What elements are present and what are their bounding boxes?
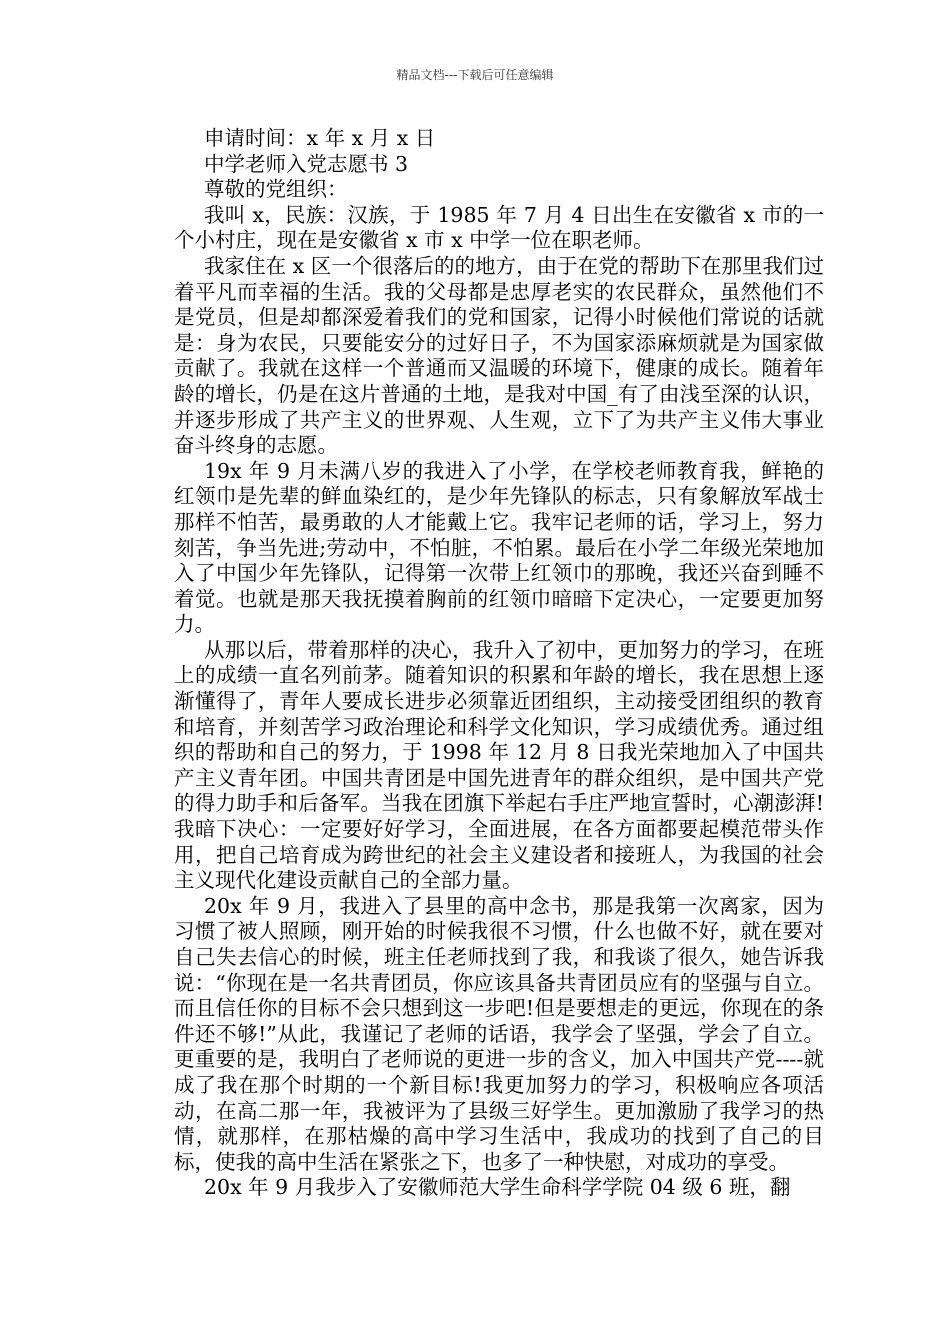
salutation: 尊敬的党组织： xyxy=(204,177,348,202)
paragraph: 20x 年 9 月，我进入了县里的高中念书，那是我第一次离家，因为习惯了被人照顾，刚开始的时候我很不习惯，什么也做不好，就在要对自己失去信心的时候，班主任老师找到了我，和我谈了很久，她告诉我说：“你现在是一名共青团员，你应该具备共青团员应有的坚强与自立。而且信任你的目标不会只想到这一步吧!但是要想走的更远，你现在的条件还不够!”从此，我谨记了老师的话语，我学会了坚强，学会了自立。更重要的是，我明白了老师说的更进一步的含义，加入中国共产党----就成了我在那个时期的一个新目标!我更加努力的学习，积极响应各项活动，在高二那一年，我被评为了县级三好学生。更加激励了我学习的热情，就那样，在那枯燥的高中学习生活中，我成功的找到了自己的目标，使我的高中生活在紧张之下，也多了一种快慰，对成功的享受。 xyxy=(174,893,824,1174)
document-body xyxy=(174,126,824,1201)
document-title: 中学老师入党志愿书 3 xyxy=(204,151,409,176)
paragraph: 20x 年 9 月我步入了安徽师范大学生命科学学院 04 级 6 班，翻 xyxy=(204,1175,791,1200)
paragraph: 从那以后，带着那样的决心，我升入了初中，更加努力的学习，在班上的成绩一直名列前茅。随着知识的积累和年龄的增长，我在思想上逐渐懂得了，青年人要成长进步必须靠近团组织，主动接受团组织的教育和培育，并刻苦学习政治理论和科学文化知识，学习成绩优秀。通过组织的帮助和自己的努力，于 1998 年 12 月 8 日我光荣地加入了中国共产主义青年团。中国共青团是中国先进青年的群众组织，是中国共产党的得力助手和后备军。当我在团旗下举起右手庄严地宣誓时，心潮澎湃!我暗下决心：一定要好好学习，全面进展，在各方面都要起模范带头作用，把自己培育成为跨世纪的社会主义建设者和接班人，为我国的社会主义现代化建设贡献自己的全部力量。 xyxy=(174,637,824,893)
paragraph: 我家住在 x 区一个很落后的的地方，由于在党的帮助下在那里我们过着平凡而幸福的生活。我的父母都是忠厚老实的农民群众，虽然他们不是党员，但是却都深爱着我们的党和国家，记得小时候他们常说的话就是：身为农民，只要能安分的过好日子，不为国家添麻烦就是为国家做贡献了。我就在这样一个普通而又温暖的环境下，健康的成长。随着年龄的增长，仍是在这片普通的土地，是我对中国_有了由浅至深的认识，并逐步形成了共产主义的世界观、人生观，立下了为共产主义伟大事业奋斗终身的志愿。 xyxy=(174,253,824,458)
date-line: 申请时间：x 年 x 月 x 日 xyxy=(204,126,436,150)
paragraph: 我叫 x，民族：汉族，于 1985 年 7 月 4 日出生在安徽省 x 市的一个小村庄，现在是安徽省 x 市 x 中学一位在职老师。 xyxy=(174,202,824,253)
paragraph: 19x 年 9 月未满八岁的我进入了小学，在学校老师教育我，鲜艳的红领巾是先辈的鲜血染红的，是少年先锋队的标志，只有象解放军战士那样不怕苦，最勇敢的人才能戴上它。我牢记老师的话，学习上，努力刻苦，争当先进;劳动中，不怕脏，不怕累。最后在小学二年级光荣地加入了中国少年先锋队，记得第一次带上红领巾的那晚，我还兴奋到睡不着觉。也就是那天我抚摸着胸前的红领巾暗暗下定决心，一定要更加努力。 xyxy=(174,458,824,637)
page-header: 精品文档---下载后可任意编辑 xyxy=(396,68,554,82)
